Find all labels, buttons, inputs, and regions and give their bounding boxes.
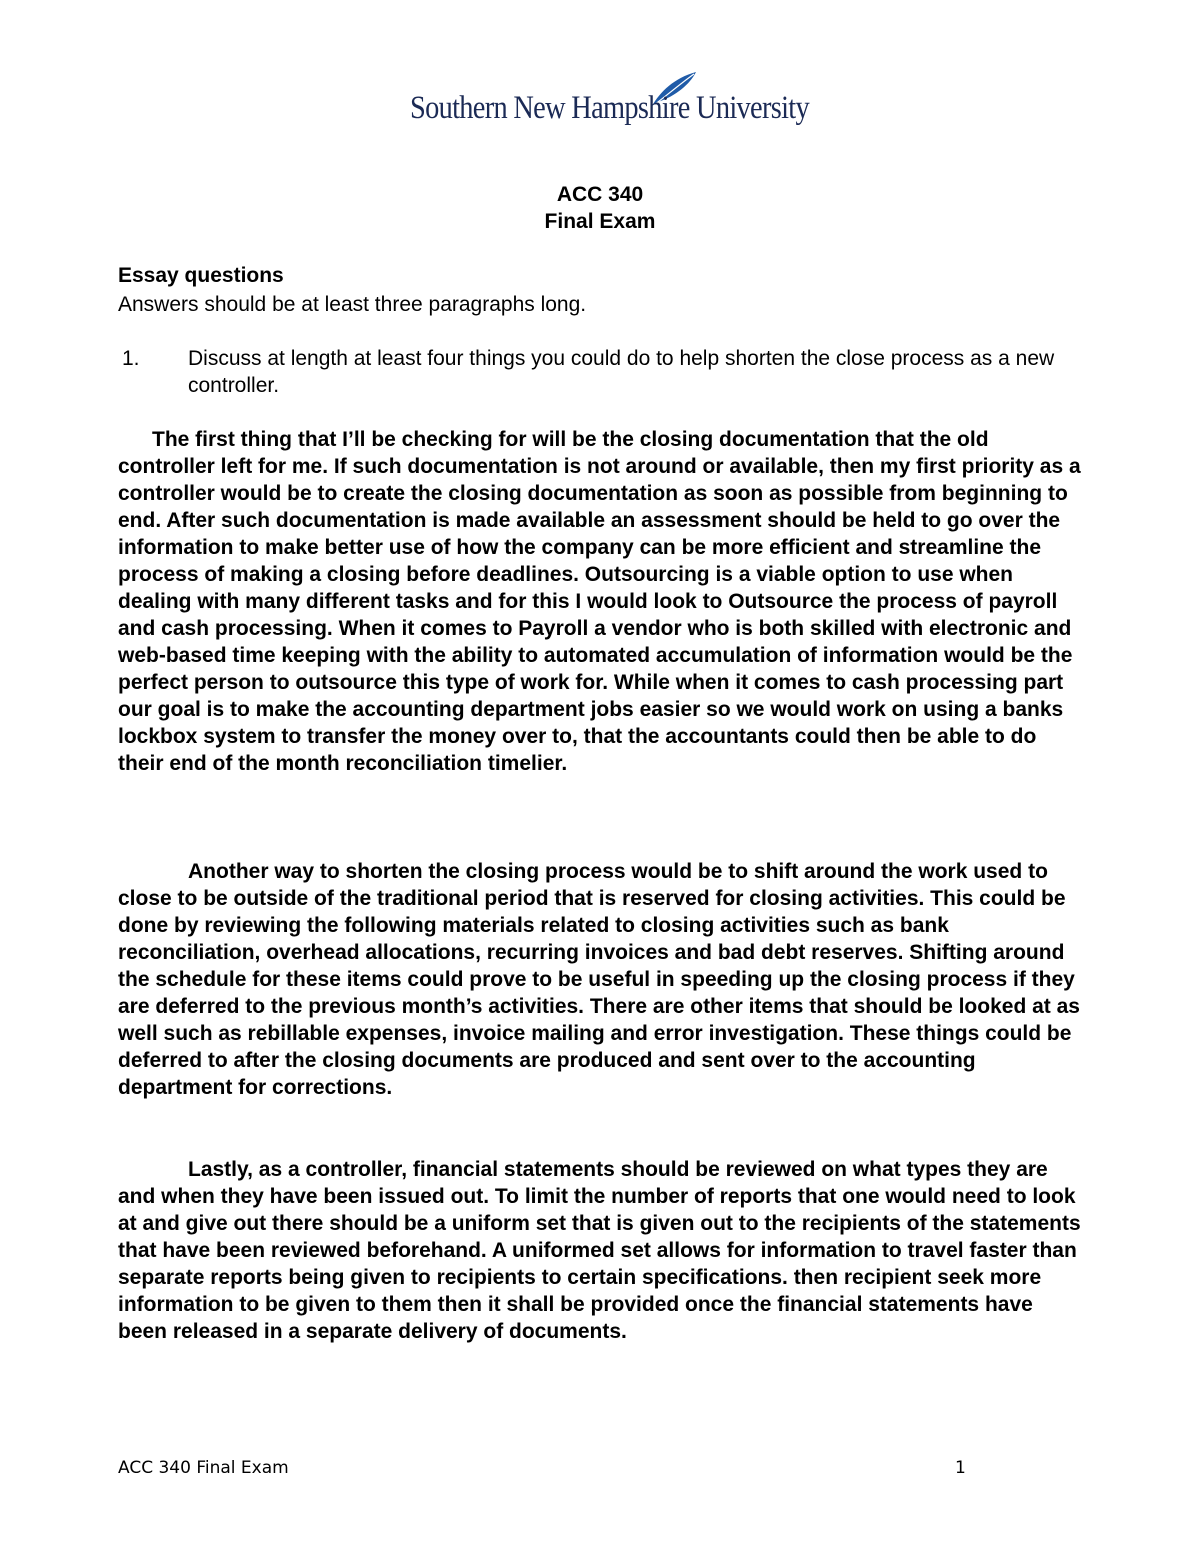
question-text: Discuss at length at least four things you could do to help shorten the close process as a new controller. bbox=[188, 347, 1055, 397]
footer-title: ACC 340 Final Exam bbox=[118, 1458, 289, 1478]
question-number: 1. bbox=[122, 347, 140, 370]
question-item bbox=[118, 345, 1078, 399]
answer-paragraph-1: The first thing that I’ll be checking for will be the closing documentation that the old controller left for me. If such documentation is not around or available, then my first priority as a controller would be to create the closing documentation as soon as possible from beginning to end. After such documentation is made available an assessment should be held to go over the information to make better use of how the company can be more efficient and streamline the process of making a closing before deadlines. Outsourcing is a viable option to use when dealing with many different tasks and for this I would look to Outsource the process of payroll and cash processing. When it comes to Payroll a vendor who is both skilled with electronic and web-based time keeping with the ability to automated accumulation of information would be the perfect person to outsource this type of work for. While when it comes to cash processing part our goal is to make the accounting department jobs easier so we would work on using a banks lockbox system to transfer the money over to, that the accountants could then be able to do their end of the month reconciliation timelier. bbox=[118, 428, 1081, 775]
course-code: ACC 340 bbox=[556, 183, 644, 206]
page-number: 1 bbox=[955, 1458, 966, 1478]
logo-text: Southern New Hampshire University bbox=[410, 90, 809, 126]
university-logo bbox=[410, 70, 809, 130]
exam-title: Final Exam bbox=[544, 210, 656, 233]
instructions: Answers should be at least three paragraphs long. bbox=[118, 293, 587, 316]
answer-paragraph-3: Lastly, as a controller, financial statements should be reviewed on what types they are and when they have been issued out. To limit the number of reports that one would need to look at and give out there should be a uniform set that is given out to the recipients of the statements that have been reviewed beforehand. A uniformed set allows for information to travel faster than separate reports being given to recipients to certain specifications. then recipient seek more information to be given to them then it shall be provided once the financial statements have been released in a separate delivery of documents. bbox=[118, 1158, 1081, 1343]
section-title: Essay questions bbox=[118, 264, 284, 287]
answer-paragraph-2: Another way to shorten the closing process would be to shift around the work used to close to be outside of the traditional period that is reserved for closing activities. This could be done by reviewing the following materials related to closing activities such as bank reconciliation, overhead allocations, recurring invoices and bad debt reserves. Shifting around the schedule for these items could prove to be useful in speeding up the closing process if they are deferred to the previous month’s activities. There are other items that should be looked at as well such as rebillable expenses, invoice mailing and error investigation. These things could be deferred to after the closing documents are produced and sent over to the accounting department for corrections. bbox=[118, 860, 1080, 1099]
